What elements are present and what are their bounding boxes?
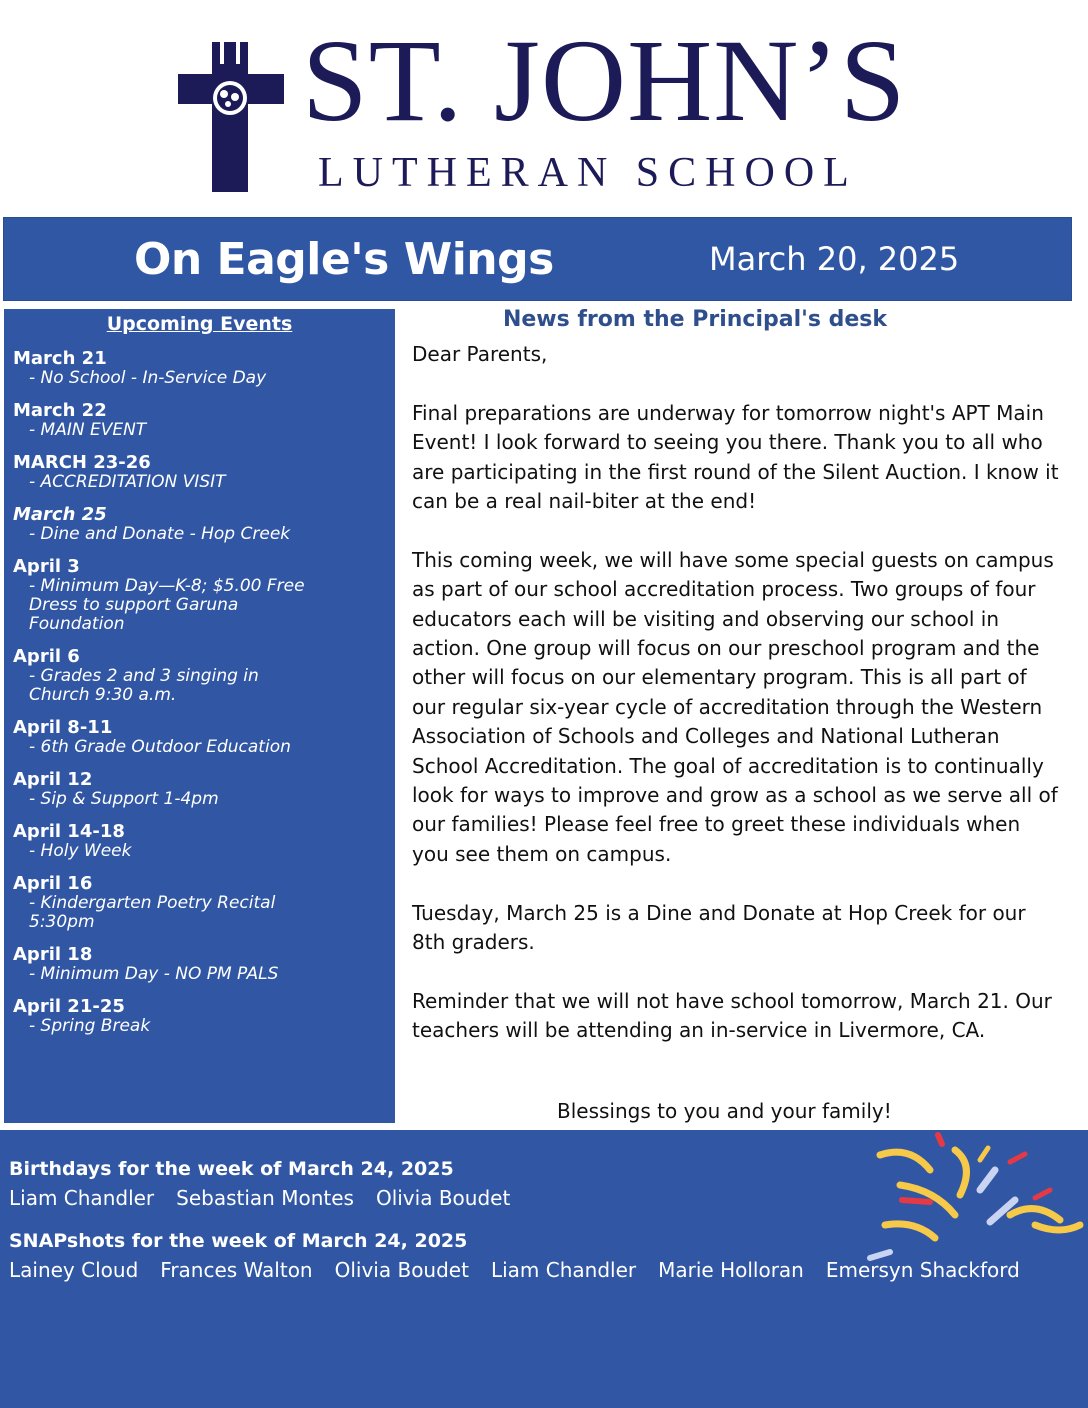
snapshots-title: SNAPshots for the week of March 24, 2025	[9, 1230, 468, 1252]
cross-logo-icon	[178, 42, 284, 192]
event-description: - Dine and Donate - Hop Creek	[29, 524, 291, 544]
event-description: - Holy Week	[29, 841, 132, 861]
event-item	[13, 874, 395, 932]
event-item	[13, 349, 395, 388]
event-description: - Spring Break	[29, 1016, 151, 1036]
event-description: - Minimum Day—K-8; $5.00 Free Dress to support Garuna Foundation	[29, 576, 305, 634]
event-date: April 6	[13, 646, 80, 667]
event-date: April 3	[13, 556, 80, 577]
letter-paragraph: Tuesday, March 25 is a Dine and Donate at Hop Creek for our 8th graders.	[412, 900, 1026, 955]
student-name: Sebastian Montes	[176, 1186, 354, 1210]
school-name: ST. JOHN’S	[302, 15, 907, 146]
event-date: MARCH 23-26	[13, 452, 151, 473]
student-name: Lainey Cloud	[9, 1258, 139, 1282]
birthdays-title: Birthdays for the week of March 24, 2025	[9, 1158, 454, 1180]
event-description: - MAIN EVENT	[29, 420, 147, 440]
event-description: - 6th Grade Outdoor Education	[29, 737, 291, 757]
letter-paragraph: Final preparations are underway for tomorrow night's APT Main Event! I look forward to seeing you there. Thank you to all who are participating in the first round of the Silent Auction. I know it can be a real nail-biter at the end!	[412, 400, 1059, 514]
event-item	[13, 945, 395, 984]
letter-paragraph: Dear Parents,	[412, 342, 548, 366]
event-date: March 21	[13, 348, 107, 369]
student-name: Frances Walton	[160, 1258, 313, 1282]
event-item	[13, 997, 395, 1036]
event-description: - Sip & Support 1-4pm	[29, 789, 219, 809]
event-date: April 14-18	[13, 821, 125, 842]
principal-letter	[412, 340, 1062, 1075]
events-list	[13, 349, 395, 1036]
event-description: - No School - In-Service Day	[29, 368, 267, 388]
student-name: Liam Chandler	[9, 1186, 155, 1210]
event-item	[13, 453, 395, 492]
event-item	[13, 557, 395, 634]
newsletter-banner	[3, 217, 1072, 301]
student-name: Liam Chandler	[490, 1258, 637, 1282]
upcoming-events-title: Upcoming Events	[106, 313, 293, 335]
event-date: April 12	[13, 769, 93, 790]
event-date: April 8-11	[13, 717, 113, 738]
header	[0, 0, 1088, 215]
event-date: March 22	[13, 400, 107, 421]
news-title: News from the Principal's desk	[502, 307, 888, 332]
event-description: - Minimum Day - NO PM PALS	[29, 964, 279, 984]
event-item	[13, 647, 395, 705]
event-date: April 21-25	[13, 996, 125, 1017]
upcoming-events-panel	[4, 309, 395, 1123]
letter-paragraph: This coming week, we will have some special guests on campus as part of our school accreditation process. Two groups of four educators each will be visiting and observing our school in action. One group will focus on our preschool program and the other will focus on our elementary program. This is all part of our regular six-year cycle of accreditation through the Western Association of Schools and Colleges and National Lutheran School Accreditation. The goal of accreditation is to continually look for ways to improve and grow as a school as we serve all of our families! Please feel free to greet these individuals when you see them on campus.	[412, 547, 1058, 866]
event-date: April 18	[13, 944, 93, 965]
birthdays-list	[9, 1186, 532, 1210]
school-subtitle: LUTHERAN SCHOOL	[318, 150, 858, 196]
event-description: - ACCREDITATION VISIT	[29, 472, 226, 492]
event-date: April 16	[13, 873, 93, 894]
event-item	[13, 505, 395, 544]
student-name: Emersyn Shackford	[825, 1258, 1020, 1282]
student-name: Olivia Boudet	[375, 1186, 511, 1210]
event-item	[13, 822, 395, 861]
event-date: March 25	[13, 504, 107, 525]
letter-paragraph: Reminder that we will not have school tomorrow, March 21. Our teachers will be attending an in-service in Livermore, CA.	[412, 988, 1052, 1043]
footer	[0, 1130, 1088, 1408]
event-item	[13, 401, 395, 440]
student-name: Marie Holloran	[658, 1258, 804, 1282]
student-name: Olivia Boudet	[334, 1258, 469, 1282]
letter-closing: Blessings to you and your family!	[557, 1099, 892, 1123]
event-item	[13, 770, 395, 809]
event-item	[13, 718, 395, 757]
confetti-icon	[860, 1130, 1088, 1265]
event-description: - Kindergarten Poetry Recital 5:30pm	[29, 893, 276, 932]
event-description: - Grades 2 and 3 singing in Church 9:30 a.m.	[29, 666, 259, 705]
newsletter-title: On Eagle's Wings	[134, 234, 554, 285]
newsletter-date: March 20, 2025	[709, 240, 960, 278]
